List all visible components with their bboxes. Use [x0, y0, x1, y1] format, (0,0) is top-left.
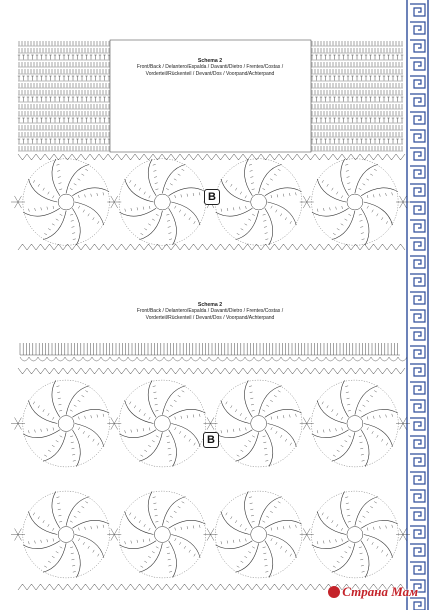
site-logo-icon: [328, 586, 340, 598]
schema-caption-bottom-line1: Front/Back / Delantero/Espalda / Davanti/Dietro / Frentes/Costas /: [136, 308, 284, 315]
motif-label-b-bottom-text: B: [207, 434, 215, 446]
schema-caption-bottom: [110, 302, 310, 321]
motif-label-b-bottom: [203, 432, 219, 448]
schema-caption-top-line1: Front/Back / Delantero/Espalda / Davanti/Dietro / Frentes/Costas /: [136, 64, 284, 71]
stitch-border-bottom: [20, 343, 407, 361]
motif-label-b-top: [204, 189, 220, 205]
caption-box-top: [110, 40, 311, 152]
site-watermark: [328, 584, 418, 600]
greek-key-border: [405, 0, 430, 610]
schema-caption-top-line2: Vorderteil/Rückenteil / Devant/Dos / Voorpand/Achterpand: [145, 70, 275, 77]
lace-band-bottom: [11, 368, 410, 590]
schema-caption-bottom-line2: Vorderteil/Rückenteil / Devant/Dos / Voorpand/Achterpand: [145, 314, 275, 321]
stitch-rows-top-right: [311, 41, 403, 151]
motif-label-b-top-text: B: [208, 191, 216, 203]
schema-caption-top: [110, 58, 310, 77]
watermark-text: Страна Мам: [342, 584, 418, 599]
stitch-rows-top-left: [18, 41, 110, 151]
schema-title-top: Schema 2: [197, 58, 223, 64]
schema-title-bottom: Schema 2: [197, 302, 223, 308]
